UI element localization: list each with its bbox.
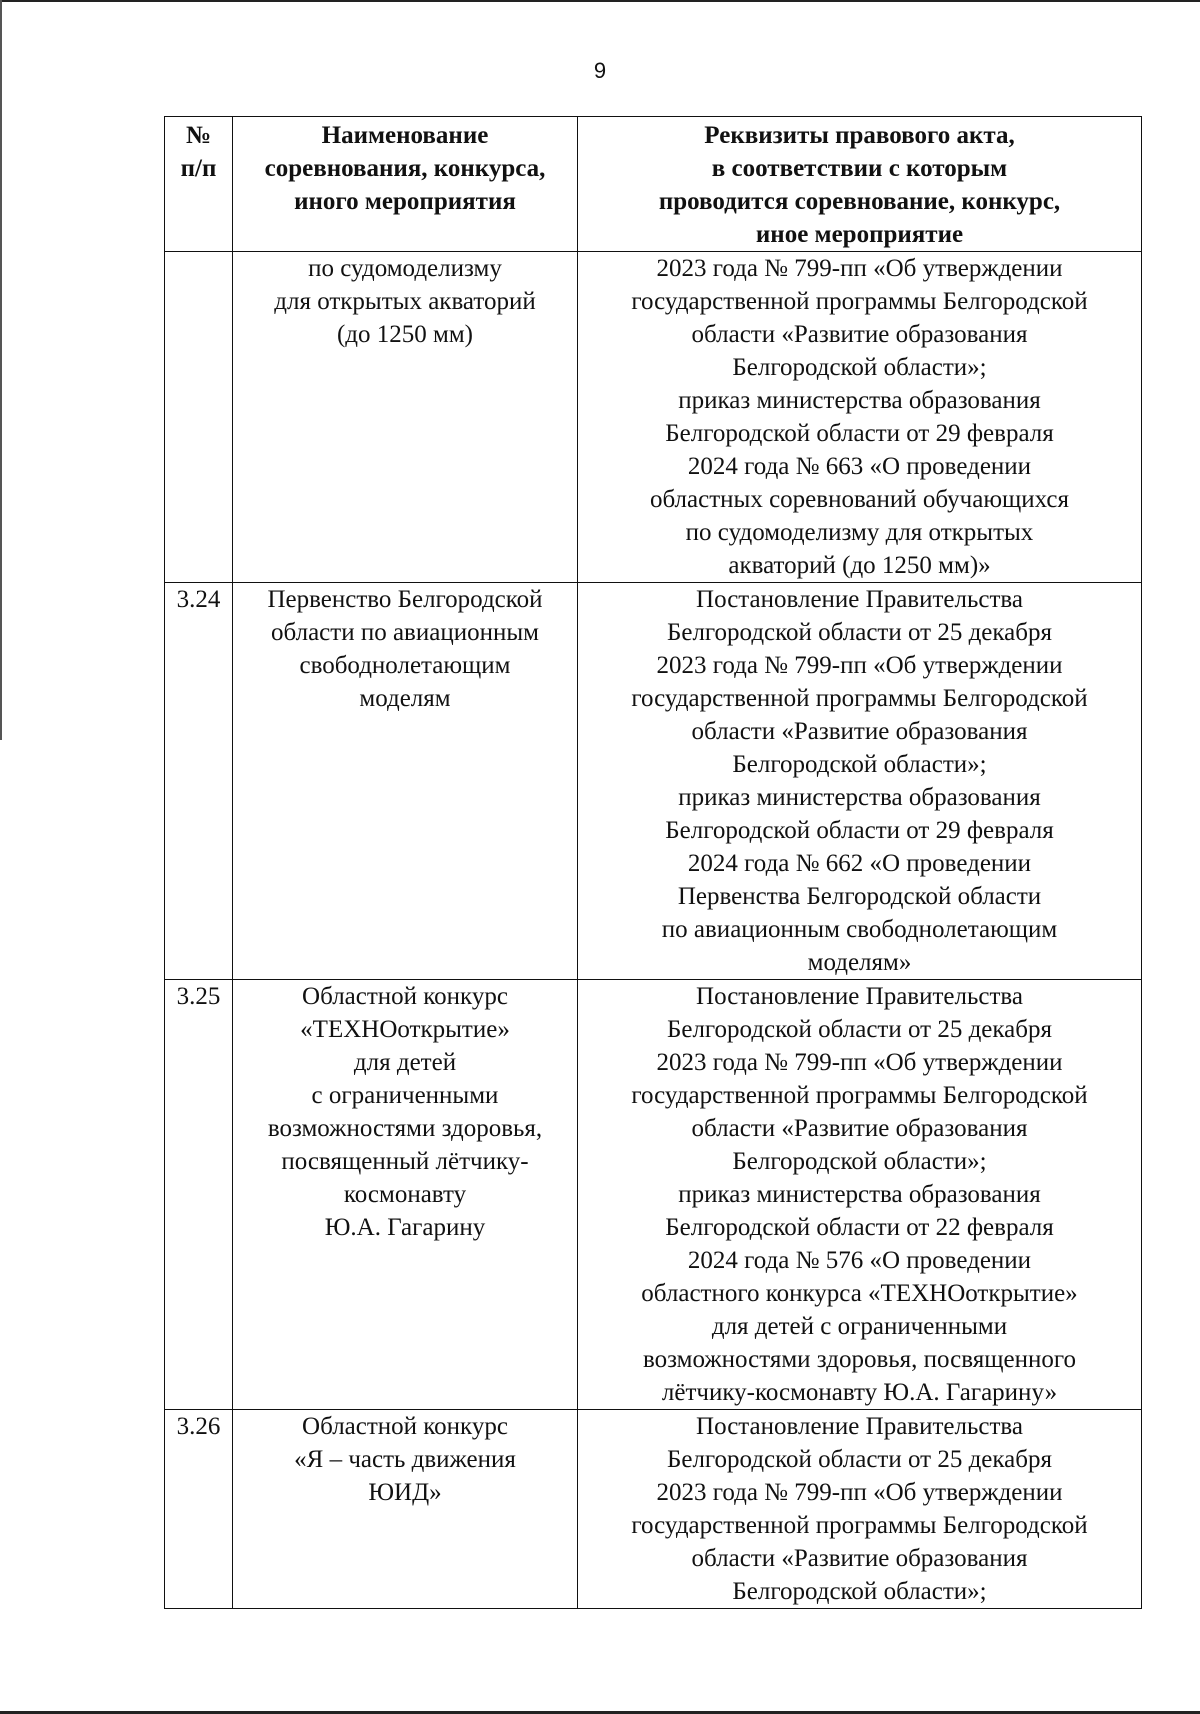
row-num [165, 252, 233, 583]
header-requisites: Реквизиты правового акта, в соответствии с которым проводится соревнование, конкурс, иное мероприятие [578, 117, 1142, 252]
row-name: Областной конкурс «Я – часть движения ЮИД» [233, 1410, 578, 1609]
row-num: 3.26 [165, 1410, 233, 1609]
scan-edge-top [0, 0, 1200, 2]
table-row [165, 252, 1142, 583]
row-requisites: 2023 года № 799-пп «Об утверждении государственной программы Белгородской области «Развитие образования Белгородской области»; приказ министерства образования Белгородской области от 29 февраля 2024 года № 663 «О проведении областных соревнований обучающихся по судомоделизму для открытых акваторий (до 1250 мм)» [578, 252, 1142, 583]
scan-edge-left [0, 0, 2, 740]
row-num: 3.25 [165, 980, 233, 1410]
row-name: Областной конкурс «ТЕХНОоткрытие» для детей с ограниченными возможностями здоровья, посвященный лётчику- космонавту Ю.А. Гагарину [233, 980, 578, 1410]
page-number: 9 [593, 58, 607, 83]
table-header-row [165, 117, 1142, 252]
row-num: 3.24 [165, 583, 233, 980]
table-row [165, 980, 1142, 1410]
table-row [165, 1410, 1142, 1609]
events-table [164, 116, 1142, 1609]
header-name: Наименование соревнования, конкурса, иного мероприятия [233, 117, 578, 252]
row-requisites: Постановление Правительства Белгородской области от 25 декабря 2023 года № 799-пп «Об утверждении государственной программы Белгородской области «Развитие образования Белгородской области»; приказ министерства образования Белгородской области от 22 февраля 2024 года № 576 «О проведении областного конкурса «ТЕХНОоткрытие» для детей с ограниченными возможностями здоровья, посвященного лётчику-космонавту Ю.А. Гагарину» [578, 980, 1142, 1410]
table-row [165, 583, 1142, 980]
row-requisites: Постановление Правительства Белгородской области от 25 декабря 2023 года № 799-пп «Об утверждении государственной программы Белгородской области «Развитие образования Белгородской области»; приказ министерства образования Белгородской области от 29 февраля 2024 года № 662 «О проведении Первенства Белгородской области по авиационным свободнолетающим моделям» [578, 583, 1142, 980]
row-name: по судомоделизму для открытых акваторий (до 1250 мм) [233, 252, 578, 583]
row-name: Первенство Белгородской области по авиационным свободнолетающим моделям [233, 583, 578, 980]
header-num: № п/п [165, 117, 233, 252]
row-requisites: Постановление Правительства Белгородской области от 25 декабря 2023 года № 799-пп «Об утверждении государственной программы Белгородской области «Развитие образования Белгородской области»; [578, 1410, 1142, 1609]
